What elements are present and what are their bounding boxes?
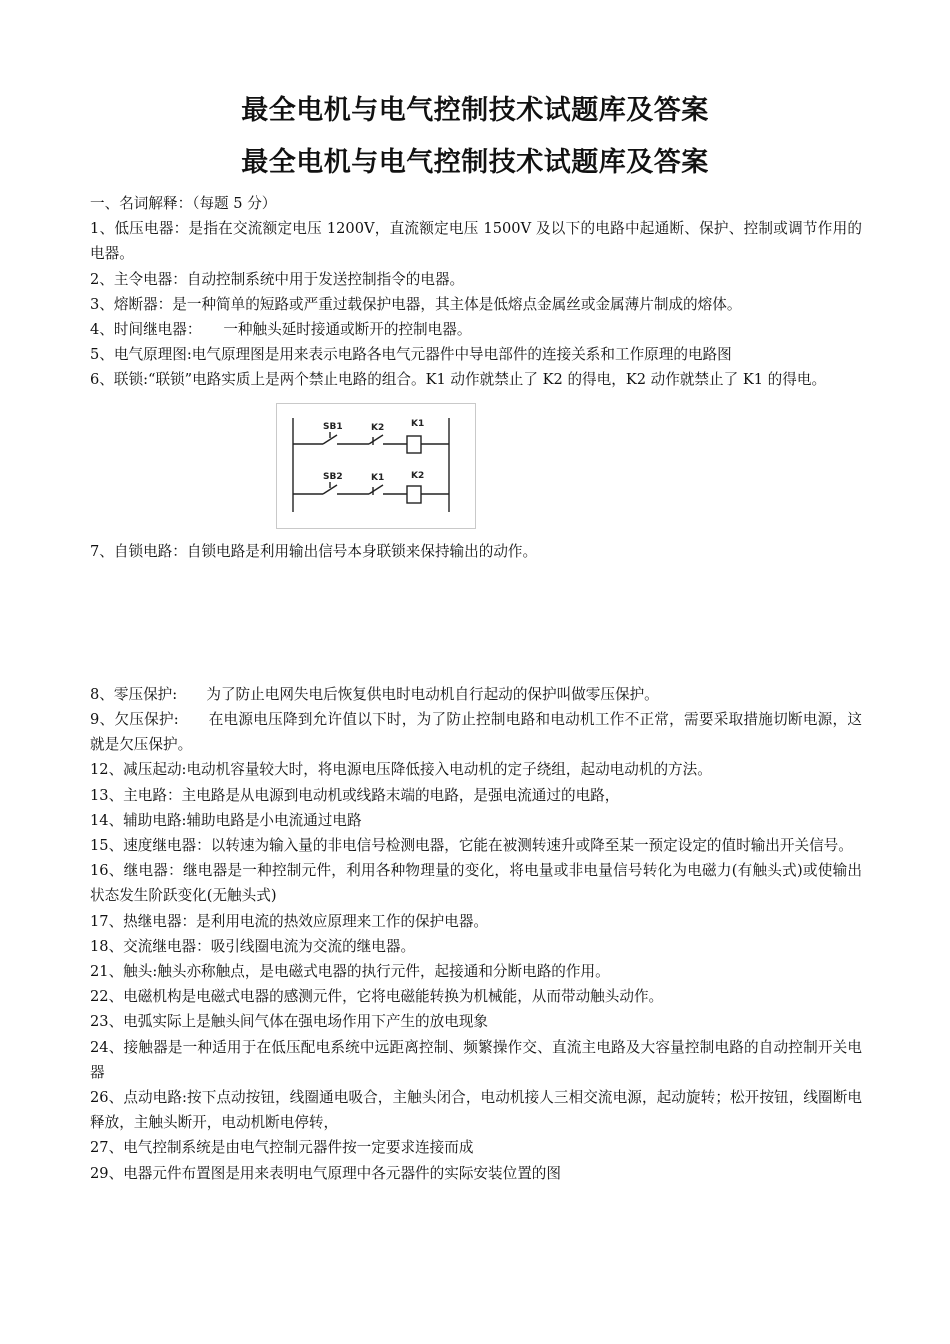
item-3: 3、熔断器：是一种简单的短路或严重过载保护电器，其主体是低熔点金属丝或金属薄片制成的熔体。	[90, 295, 742, 313]
k2-coil	[407, 486, 421, 503]
item-26: 26、点动电路:按下点动按钮，线圈通电吸合，主触头闭合，电动机接人三相交流电源，起动旋转；松开按钮，线圈断电释放，主触头断开，电动机断电停转，	[90, 1089, 862, 1132]
item-7: 7、自锁电路：自锁电路是利用输出信号本身联锁来保持输出的动作。	[90, 542, 538, 560]
item-9: 9、欠压保护: 在电源电压降到允许值以下时，为了防止控制电路和电动机工作不正常，需要采取措施切断电源，这就是欠压保护。	[90, 711, 862, 754]
document-title-repeat: 最全电机与电气控制技术试题库及答案	[241, 147, 709, 178]
item-2: 2、主令电器：自动控制系统中用于发送控制指令的电器。	[90, 270, 465, 288]
k2-coil-label: K2	[411, 470, 425, 481]
item-1: 1、低压电器：是指在交流额定电压 1200V，直流额定电压 1500V 及以下的电路中起通断、保护、控制或调节作用的电器。	[90, 220, 862, 263]
item-21: 21、触头:触头亦称触点，是电磁式电器的执行元件，起接通和分断电路的作用。	[90, 963, 610, 981]
k1-contact	[369, 485, 383, 494]
sb1-label: SB1	[323, 421, 343, 432]
circuit-svg	[277, 404, 475, 528]
item-8: 8、零压保护: 为了防止电网失电后恢复供电时电动机自行起动的保护叫做零压保护。	[90, 685, 659, 703]
item-12: 12、减压起动:电动机容量较大时，将电源电压降低接入电动机的定子绕组，起动电动机的方法。	[90, 761, 712, 779]
item-23: 23、电弧实际上是触头间气体在强电场作用下产生的放电现象	[90, 1013, 489, 1031]
item-24: 24、接触器是一种适用于在低压配电系统中远距离控制、频繁操作交、直流主电路及大容量控制电路的自动控制开关电器	[90, 1038, 862, 1081]
item-29: 29、电器元件布置图是用来表明电气原理中各元器件的实际安装位置的图	[90, 1164, 561, 1182]
item-13: 13、主电路：主电路是从电源到电动机或线路末端的电路，是强电流通过的电路，	[90, 786, 620, 804]
item-5: 5、电气原理图:电气原理图是用来表示电路各电气元器件中导电部件的连接关系和工作原理的电路图	[90, 346, 732, 364]
item-18: 18、交流继电器：吸引线圈电流为交流的继电器。	[90, 937, 416, 955]
document-body	[90, 191, 862, 1186]
item-14: 14、辅助电路:辅助电路是小电流通过电路	[90, 811, 362, 829]
item-27: 27、电气控制系统是由电气控制元器件按一定要求连接而成	[90, 1139, 474, 1157]
section-heading: 一、名词解释：（每题 5 分）	[90, 195, 277, 212]
item-15: 15、速度继电器：以转速为输入量的非电信号检测电器，它能在被测转速升或降至某一预定设定的值时输出开关信号。	[90, 837, 853, 855]
item-6: 6、联锁:“联锁”电路实质上是两个禁止电路的组合。K1 动作就禁止了 K2 的得电，K2 动作就禁止了 K1 的得电。	[90, 371, 827, 389]
k1-contact-label: K1	[371, 472, 385, 483]
blank-space	[90, 564, 862, 682]
item-16: 16、继电器：继电器是一种控制元件，利用各种物理量的变化，将电量或非电量信号转化为电磁力(有触头式)或使输出状态发生阶跃变化(无触头式)	[90, 862, 862, 905]
k2-contact-label: K2	[371, 422, 385, 433]
k1-coil-label: K1	[411, 418, 425, 429]
k2-contact	[369, 435, 383, 444]
item-4: 4、时间继电器： 一种触头延时接通或断开的控制电器。	[90, 321, 472, 339]
interlock-circuit-diagram	[276, 403, 476, 529]
item-22: 22、电磁机构是电磁式电器的感测元件，它将电磁能转换为机械能，从而带动触头动作。	[90, 988, 664, 1006]
item-17: 17、热继电器：是利用电流的热效应原理来工作的保护电器。	[90, 912, 489, 930]
k1-coil	[407, 436, 421, 453]
document-title: 最全电机与电气控制技术试题库及答案	[241, 95, 709, 126]
sb2-label: SB2	[323, 471, 343, 482]
